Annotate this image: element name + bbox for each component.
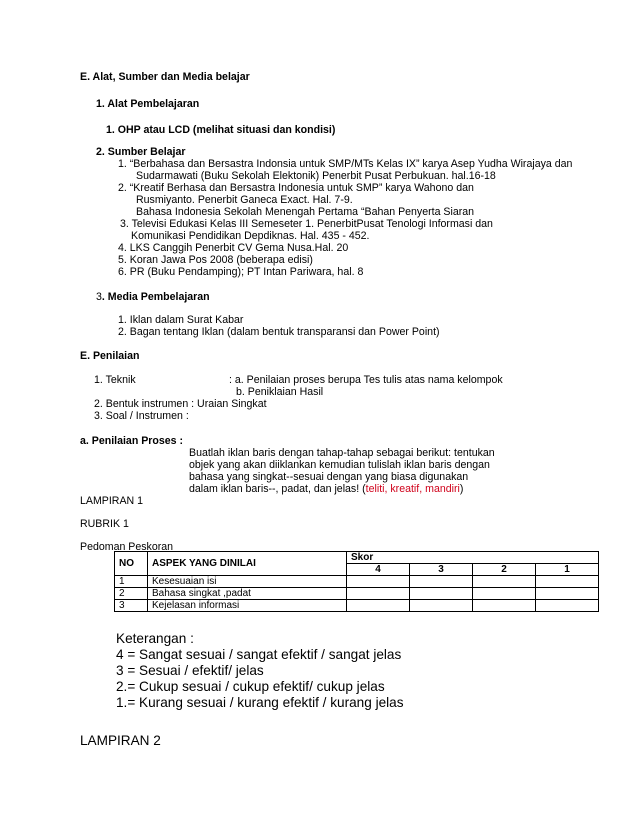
row-aspek: Kesesuaian isi <box>148 576 347 588</box>
score-cell <box>473 588 536 600</box>
sumber-line: 4. LKS Canggih Penerbit CV Gema Nusa.Hal. 20 <box>118 242 349 254</box>
sumber-line: 2. “Kreatif Berhasa dan Bersastra Indonesia untuk SMP” karya Wahono dan <box>118 182 474 194</box>
proses-line: bahasa yang singkat--sesuai dengan yang biasa digunakan <box>189 471 469 483</box>
alat-item: 1. OHP atau LCD (melihat situasi dan kondisi) <box>106 124 336 136</box>
sumber-line: Komunikasi Pendidikan Depdiknas. Hal. 435 - 452. <box>131 230 370 242</box>
header-no: NO <box>115 552 148 576</box>
keterangan-line: 2.= Cukup sesuai / cukup efektif/ cukup jelas <box>116 679 385 694</box>
proses-emphasis: teliti, kreatif, mandiri <box>365 483 460 495</box>
keterangan-line: 1.= Kurang sesuai / kurang efektif / kurang jelas <box>116 695 404 710</box>
proses-last-line <box>189 483 463 496</box>
media-heading <box>96 291 210 304</box>
table-row <box>115 600 599 612</box>
row-aspek: Bahasa singkat ,padat <box>148 588 347 600</box>
proses-last-text: dalam iklan baris--, padat, dan jelas! ( <box>189 483 366 495</box>
score-cell <box>473 576 536 588</box>
media-item: 2. Bagan tentang Iklan (dalam bentuk transparansi dan Power Point) <box>118 326 440 338</box>
teknik-a: : a. Penilaian proses berupa Tes tulis atas nama kelompok <box>229 374 503 386</box>
score-4: 4 <box>347 564 410 576</box>
penilaian-title: E. Penilaian <box>80 350 140 362</box>
proses-line: objek yang akan diiklankan kemudian tulislah iklan baris dengan <box>189 459 490 471</box>
bentuk-instrumen: 2. Bentuk instrumen : Uraian Singkat <box>94 398 267 410</box>
teknik-b: b. Peniklaian Hasil <box>236 386 324 398</box>
rubrik-1: RUBRIK 1 <box>80 518 129 530</box>
lampiran-1: LAMPIRAN 1 <box>80 495 143 507</box>
alat-heading: 1. Alat Pembelajaran <box>96 98 200 110</box>
media-heading-number: 3 <box>96 291 102 303</box>
score-cell <box>410 588 473 600</box>
section-title-alat-sumber-media: E. Alat, Sumber dan Media belajar <box>80 71 250 83</box>
table-row <box>115 588 599 600</box>
sumber-line: Sudarmawati (Buku Sekolah Elektonik) Penerbit Pusat Perbukuan. hal.16-18 <box>136 170 496 182</box>
sumber-line: 3. Televisi Edukasi Kelas III Semeseter 1. PenerbitPusat Tenologi Informasi dan <box>120 218 493 230</box>
score-2: 2 <box>473 564 536 576</box>
score-cell <box>347 600 410 612</box>
score-cell <box>410 600 473 612</box>
score-cell <box>536 600 599 612</box>
proses-label: a. Penilaian Proses : <box>80 435 184 447</box>
score-cell <box>473 600 536 612</box>
keterangan-title: Keterangan : <box>116 631 194 646</box>
keterangan-line: 4 = Sangat sesuai / sangat efektif / sangat jelas <box>116 647 402 662</box>
sumber-line: 1. “Berbahasa dan Bersastra Indonsia untuk SMP/MTs Kelas IX” karya Asep Yudha Wirajaya dan <box>118 158 573 170</box>
pedoman-peskoran: Pedoman Peskoran <box>80 541 174 553</box>
row-no: 1 <box>115 576 148 588</box>
keterangan-line: 3 = Sesuai / efektif/ jelas <box>116 663 264 678</box>
sumber-heading: 2. Sumber Belajar <box>96 146 186 158</box>
row-aspek: Kejelasan informasi <box>148 600 347 612</box>
proses-close-paren: ) <box>459 483 464 495</box>
score-3: 3 <box>410 564 473 576</box>
table-header-row <box>115 552 599 564</box>
row-no: 3 <box>115 600 148 612</box>
score-cell <box>410 576 473 588</box>
sumber-line: 5. Koran Jawa Pos 2008 (beberapa edisi) <box>118 254 313 266</box>
media-item: 1. Iklan dalam Surat Kabar <box>118 314 244 326</box>
score-cell <box>536 588 599 600</box>
table-row <box>115 576 599 588</box>
sumber-line: Rusmiyanto. Penerbit Ganeca Exact. Hal. 7-9. <box>136 194 353 206</box>
sumber-line: Bahasa Indonesia Sekolah Menengah Pertama “Bahan Penyerta Siaran <box>136 206 475 218</box>
score-cell <box>347 588 410 600</box>
rubric-table <box>114 551 599 612</box>
row-no: 2 <box>115 588 148 600</box>
header-skor: Skor <box>347 552 599 564</box>
lampiran-2: LAMPIRAN 2 <box>80 733 161 748</box>
media-heading-text: . Media Pembelajaran <box>101 291 210 303</box>
score-cell <box>347 576 410 588</box>
proses-line: Buatlah iklan baris dengan tahap-tahap sebagai berikut: tentukan <box>189 447 495 459</box>
header-aspek: ASPEK YANG DINILAI <box>148 552 347 576</box>
score-1: 1 <box>536 564 599 576</box>
teknik-label: 1. Teknik <box>94 374 136 386</box>
sumber-line: 6. PR (Buku Pendamping); PT Intan Pariwara, hal. 8 <box>118 266 364 278</box>
score-cell <box>536 576 599 588</box>
soal-instrumen: 3. Soal / Instrumen : <box>94 410 189 422</box>
